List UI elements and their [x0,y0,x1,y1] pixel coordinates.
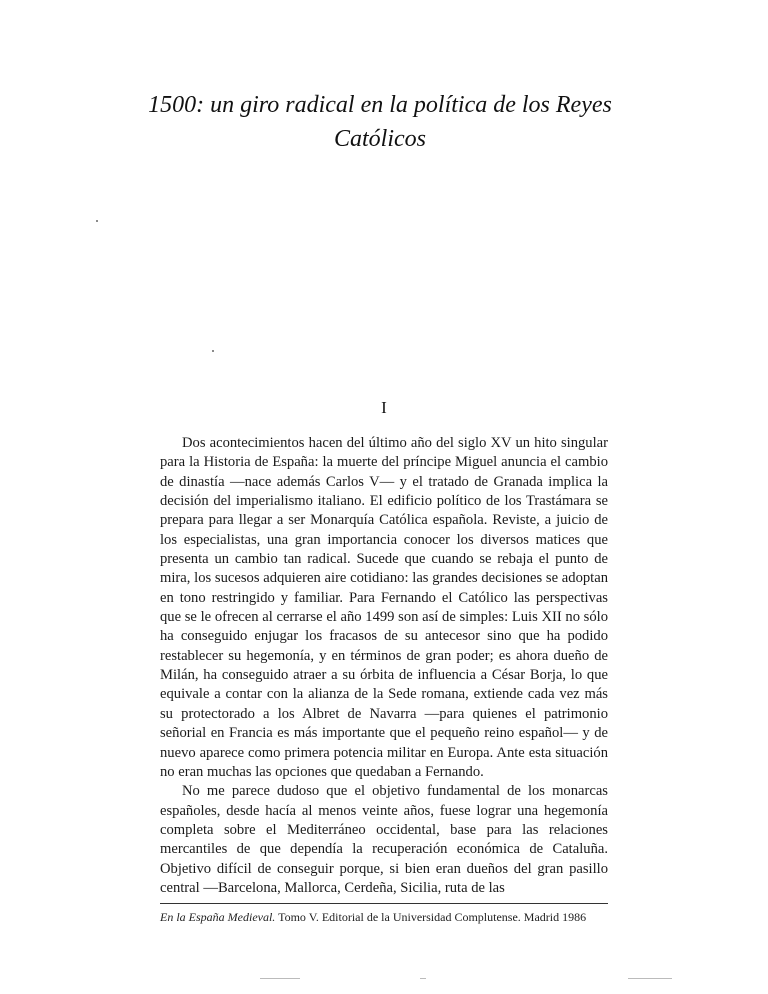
section-numeral: I [381,398,387,417]
paragraph: No me parece dudoso que el objetivo fundamental de los monarcas españoles, desde hacía al menos veinte años, fuese lograr una hegemonía completa sobre el Mediterráneo occidental, base para las relaciones mercantiles de que dependía la recuperación económica de Cataluña. Objetivo difícil de conseguir porque, si bien eran dueños del gran pasillo central —Barcelona, Mallorca, Cerdeña, Sicilia, ruta de las [160,783,608,896]
scan-speck [96,220,98,222]
scan-noise [420,978,426,979]
scan-noise [260,978,300,979]
scan-noise [628,978,672,979]
scan-speck [212,350,214,352]
title-line-1: 1500: un giro radical en la política de los Reyes [148,92,612,118]
footnote-source-details: Tomo V. Editorial de la Universidad Complutense. Madrid 1986 [278,910,587,924]
body-text [160,434,608,898]
source-footnote [160,909,608,925]
footnote-source-title: En la España Medieval. [160,910,276,924]
footnote-divider [160,903,608,904]
article-title [120,88,640,156]
paragraph: Dos acontecimientos hacen del último año del siglo XV un hito singular para la Historia de España: la muerte del príncipe Miguel anuncia el cambio de dinastía —nace además Carlos V— y el tratado de Granada implica la decisión del imperialismo italiano. El edificio político de los Trastámara se prepara para llegar a ser Monarquía Católica española. Reviste, a juicio de los especialistas, una gran importancia conocer los diversos matices que presenta un cambio tan radical. Sucede que cuando se rebaja el punto de mira, los sucesos adquieren aire cotidiano: las grandes decisiones se adoptan en tono restringido y familiar. Para Fernando el Católico las perspectivas que se le ofrecen al cerrarse el año 1499 son así de simples: Luis XII no sólo ha conseguido enjugar los fracasos de su antecesor sino que ha podido restablecer su hegemonía, y en términos de gran poder; es ahora dueño de Milán, ha conseguido atraer a su órbita de influencia a César Borja, lo que equivale a contar con la alianza de la Sede romana, extiende cada vez más su protectorado a los Albret de Navarra —para quienes el patrimonio señorial en Francia es más importante que el pequeño reino español— y de nuevo aparece como primera potencia militar en Europa. Ante esta situación no eran muchas las opciones que quedaban a Fernando. [160,435,608,780]
title-line-2: Católicos [333,126,426,152]
